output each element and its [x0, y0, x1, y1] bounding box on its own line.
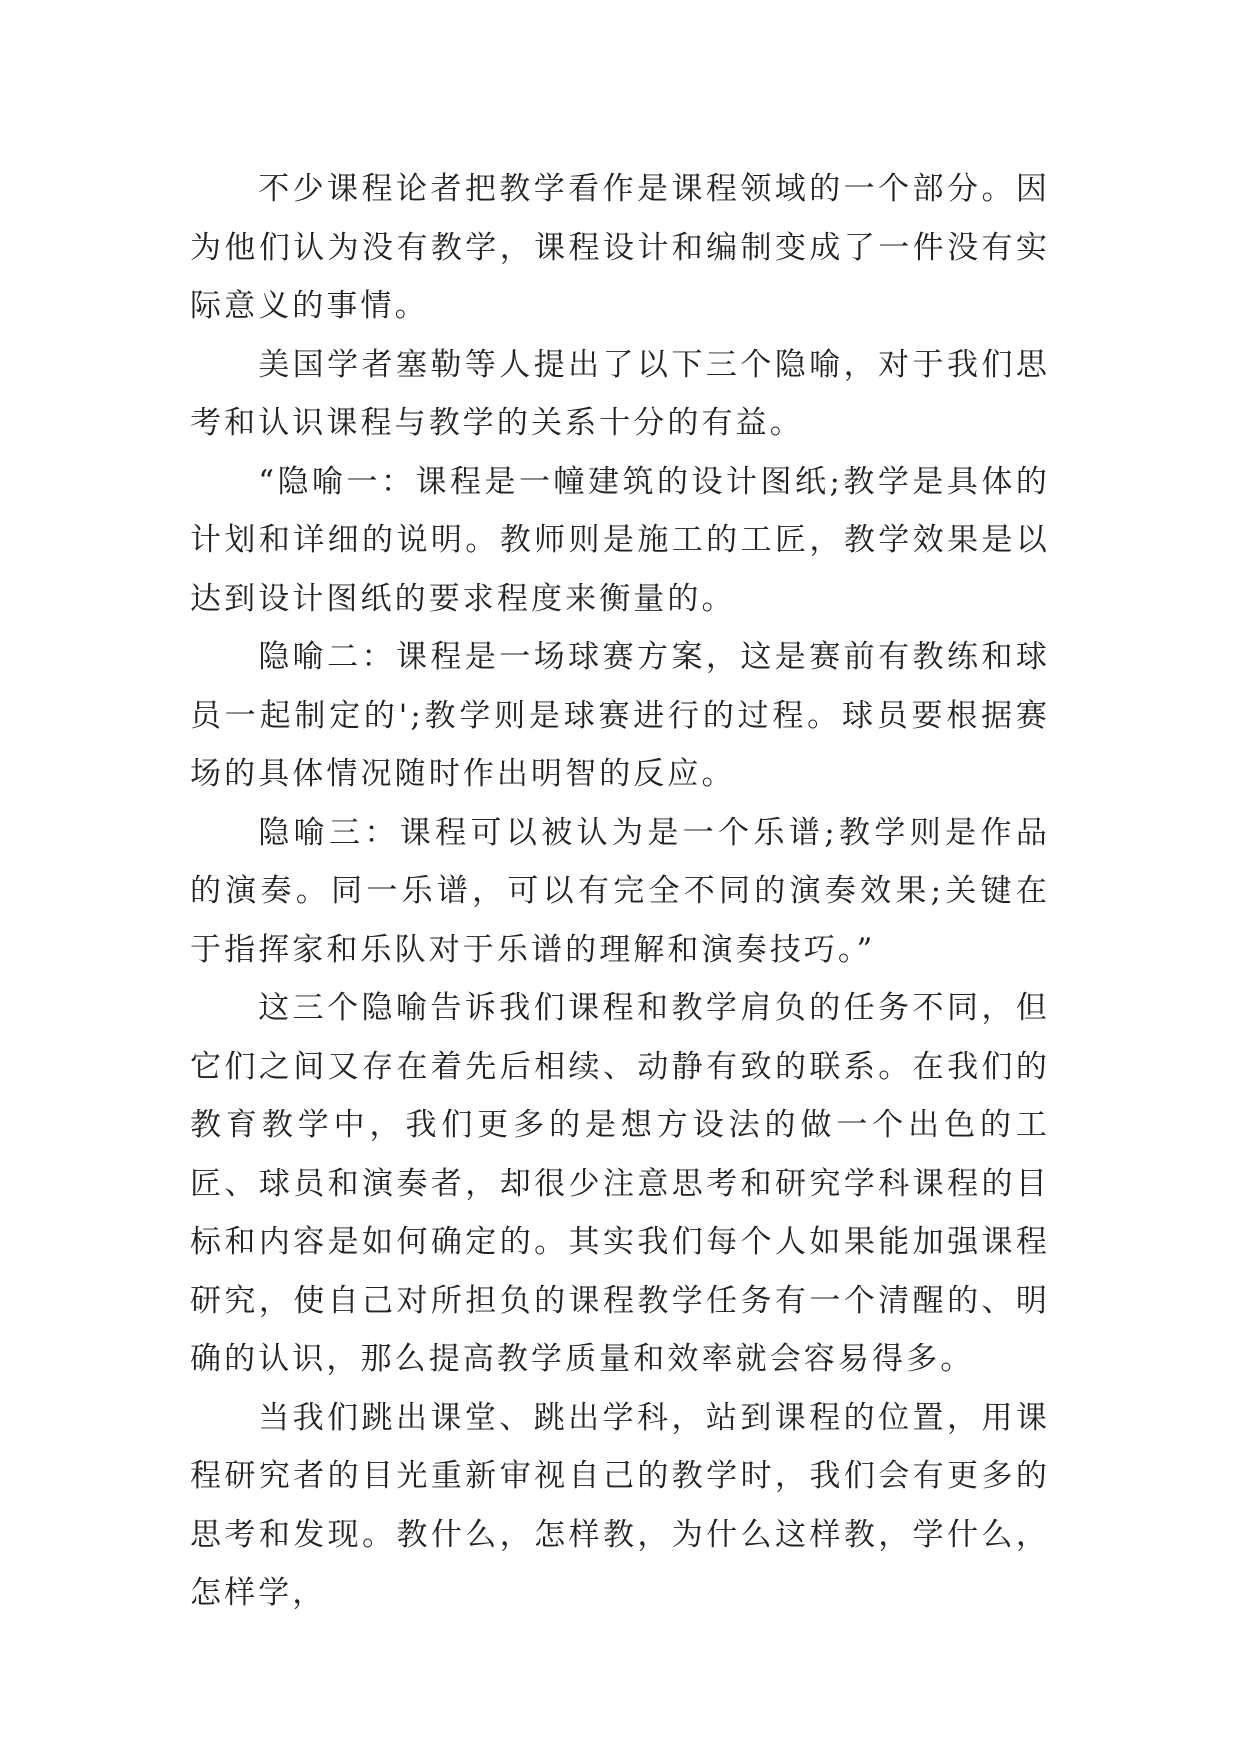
document-body — [190, 160, 1050, 1623]
paragraph: “隐喻一：课程是一幢建筑的设计图纸;教学是具体的计划和详细的说明。教师则是施工的工匠，教学效果是以达到设计图纸的要求程度来衡量的。 — [190, 463, 1050, 617]
paragraph: 美国学者塞勒等人提出了以下三个隐喻，对于我们思考和认识课程与教学的关系十分的有益。 — [190, 346, 1050, 441]
paragraph: 隐喻三：课程可以被认为是一个乐谱;教学则是作品的演奏。同一乐谱，可以有完全不同的演奏效果;关键在于指挥家和乐队对于乐谱的理解和演奏技巧。” — [190, 814, 1050, 968]
paragraph: 这三个隐喻告诉我们课程和教学肩负的任务不同，但它们之间又存在着先后相续、动静有致的联系。在我们的教育教学中，我们更多的是想方设法的做一个出色的工匠、球员和演奏者，却很少注意思考和研究学科课程的目标和内容是如何确定的。其实我们每个人如果能加强课程研究，使自己对所担负的课程教学任务有一个清醒的、明确的认识，那么提高教学质量和效率就会容易得多。 — [190, 990, 1050, 1377]
paragraph: 当我们跳出课堂、跳出学科，站到课程的位置，用课程研究者的目光重新审视自己的教学时，我们会有更多的思考和发现。教什么，怎样教，为什么这样教，学什么，怎样学， — [190, 1399, 1050, 1611]
paragraph: 不少课程论者把教学看作是课程领域的一个部分。因为他们认为没有教学，课程设计和编制变成了一件没有实际意义的事情。 — [190, 171, 1050, 324]
paragraph: 隐喻二：课程是一场球赛方案，这是赛前有教练和球员一起制定的';教学则是球赛进行的过程。球员要根据赛场的具体情况随时作出明智的反应。 — [190, 639, 1050, 792]
